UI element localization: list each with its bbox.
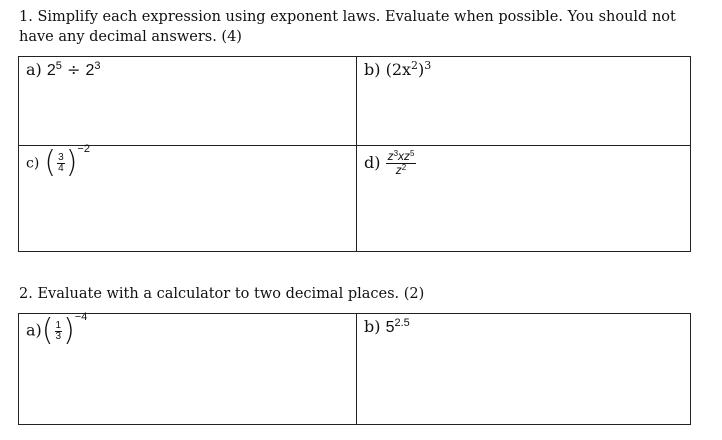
problem-1a: a) $2^5 \div 2^3$ [26, 60, 101, 79]
answer-box-2b[interactable] [357, 314, 691, 425]
problem-1d: d) $\frac{z^3xz^5}{z^2}$ [364, 149, 415, 177]
question-2-prompt: 2. Evaluate with a calculator to two decimal places. (2) [19, 286, 425, 302]
answer-box-1b[interactable] [357, 57, 691, 146]
answer-box-2a[interactable] [19, 311, 357, 425]
question-2-answer-grid [18, 313, 691, 425]
problem-2a: a) ( $\frac{1}{3}$ ) −4 [26, 311, 88, 348]
answer-box-1d[interactable] [357, 146, 691, 252]
problem-2b: b) $5^{2.5}$ [364, 317, 410, 336]
problem-1b: b) $(2x^2)^3$ [364, 59, 432, 79]
question-1-prompt: 1. Simplify each expression using exponent laws. Evaluate when possible. You should not have any decimal answers. (4) [19, 9, 676, 45]
question-1-answer-grid [18, 56, 691, 252]
answer-box-1a[interactable] [19, 57, 357, 146]
problem-1c: c) ( $\frac{3}{4}$ ) −2 [26, 143, 90, 180]
answer-box-1c[interactable] [19, 143, 357, 252]
